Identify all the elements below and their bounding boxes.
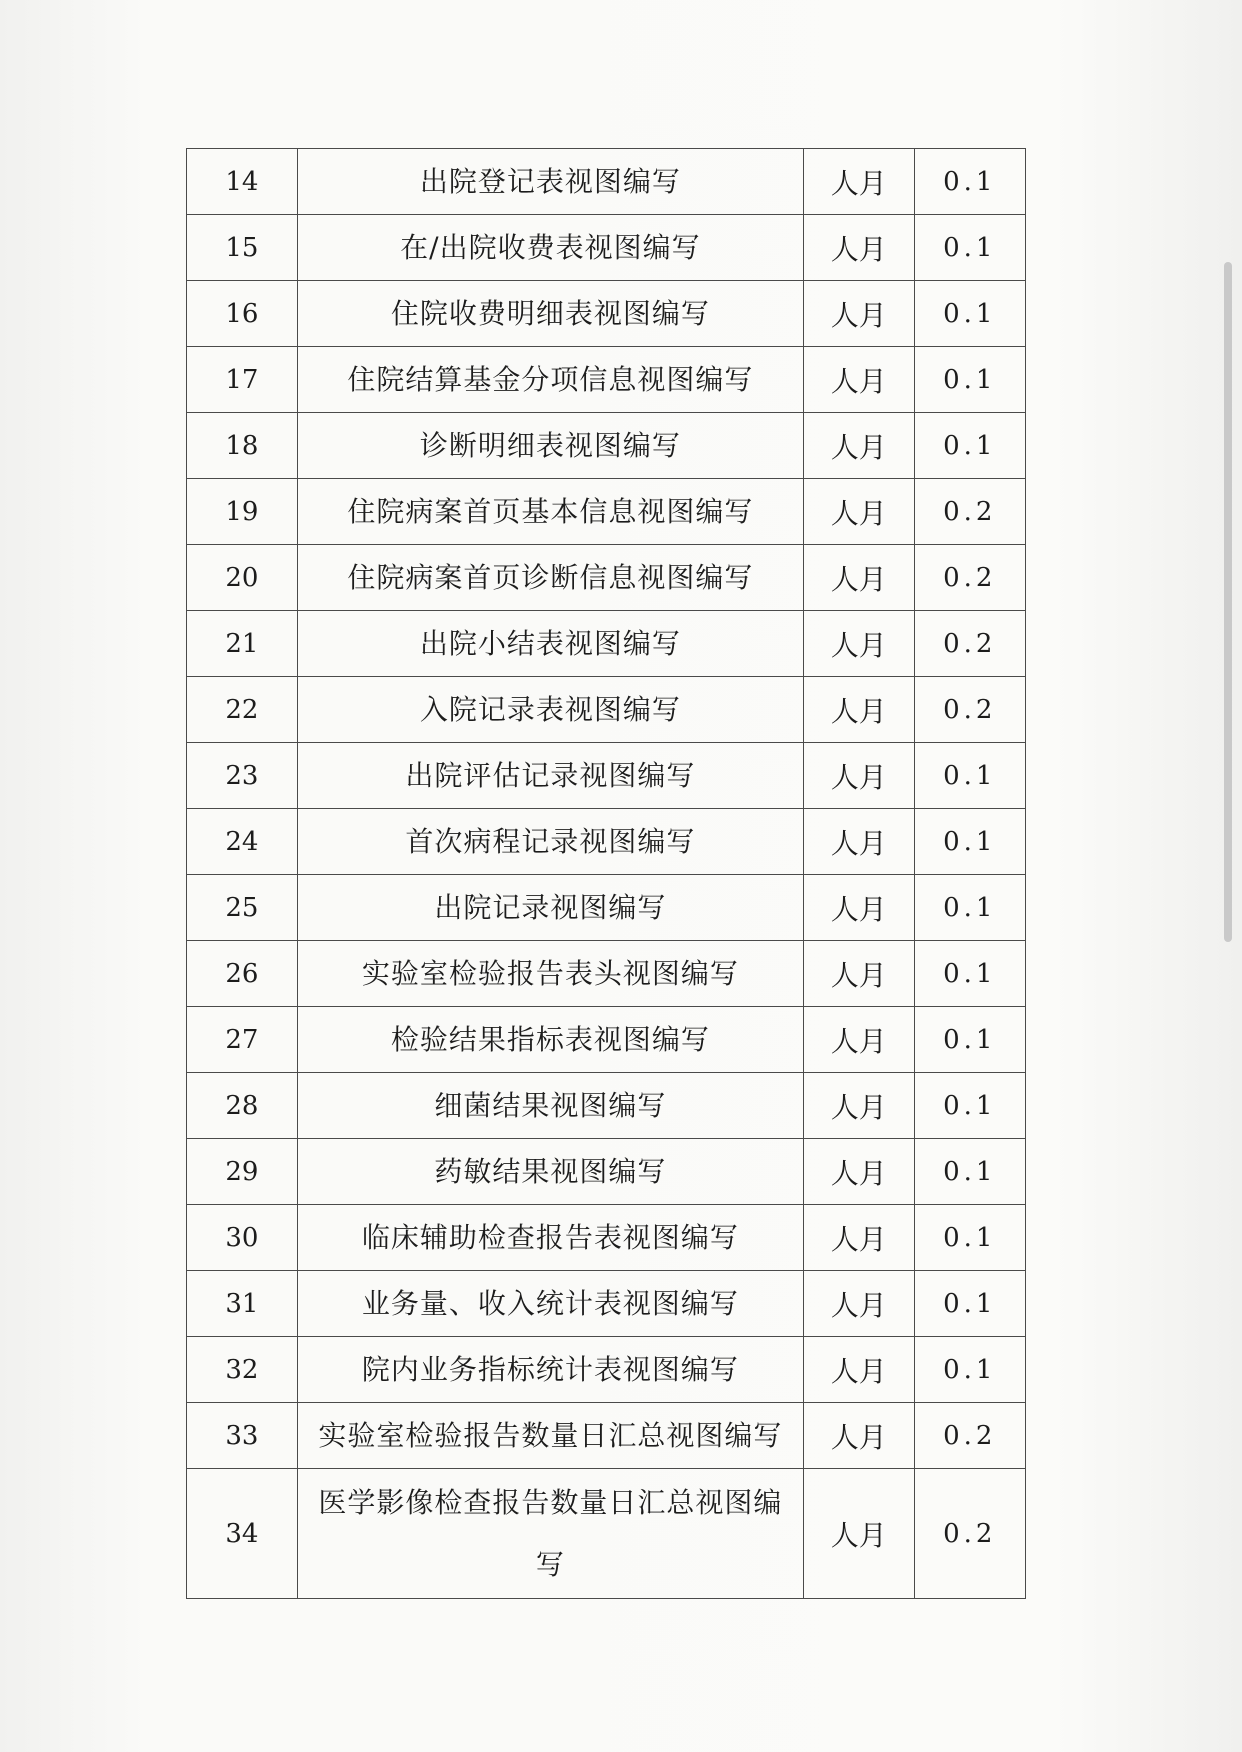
task-name: 临床辅助检查报告表视图编写 [297,1205,803,1271]
task-name: 药敏结果视图编写 [297,1139,803,1205]
task-name: 住院结算基金分项信息视图编写 [297,347,803,413]
table-row [187,1271,1026,1337]
effort-value: 0.1 [914,281,1025,347]
row-number: 33 [187,1403,298,1469]
task-name: 入院记录表视图编写 [297,677,803,743]
row-number: 29 [187,1139,298,1205]
table-row [187,1337,1026,1403]
effort-value: 0.1 [914,1073,1025,1139]
effort-value: 0.1 [914,875,1025,941]
table-row [187,611,1026,677]
unit: 人月 [803,611,914,677]
row-number: 31 [187,1271,298,1337]
row-number: 19 [187,479,298,545]
unit: 人月 [803,743,914,809]
task-name: 细菌结果视图编写 [297,1073,803,1139]
row-number: 15 [187,215,298,281]
effort-value: 0.2 [914,611,1025,677]
unit: 人月 [803,215,914,281]
table-row [187,1139,1026,1205]
effort-value: 0.1 [914,347,1025,413]
unit: 人月 [803,1271,914,1337]
unit: 人月 [803,1337,914,1403]
task-name: 住院病案首页诊断信息视图编写 [297,545,803,611]
task-name: 出院记录视图编写 [297,875,803,941]
effort-value: 0.1 [914,1139,1025,1205]
task-name: 出院评估记录视图编写 [297,743,803,809]
effort-value: 0.1 [914,1205,1025,1271]
effort-value: 0.1 [914,215,1025,281]
task-name: 实验室检验报告表头视图编写 [297,941,803,1007]
task-name: 院内业务指标统计表视图编写 [297,1337,803,1403]
table-row [187,1469,1026,1599]
effort-value: 0.1 [914,941,1025,1007]
effort-value: 0.1 [914,743,1025,809]
unit: 人月 [803,281,914,347]
unit: 人月 [803,1403,914,1469]
effort-value: 0.2 [914,677,1025,743]
effort-value: 0.1 [914,809,1025,875]
row-number: 27 [187,1007,298,1073]
unit: 人月 [803,875,914,941]
unit: 人月 [803,413,914,479]
row-number: 32 [187,1337,298,1403]
row-number: 16 [187,281,298,347]
unit: 人月 [803,479,914,545]
task-name: 出院登记表视图编写 [297,149,803,215]
unit: 人月 [803,677,914,743]
task-name: 住院病案首页基本信息视图编写 [297,479,803,545]
effort-value: 0.2 [914,1403,1025,1469]
effort-value: 0.1 [914,1271,1025,1337]
row-number: 23 [187,743,298,809]
row-number: 24 [187,809,298,875]
row-number: 28 [187,1073,298,1139]
task-name: 医学影像检查报告数量日汇总视图编写 [297,1469,803,1599]
table-row [187,1073,1026,1139]
row-number: 26 [187,941,298,1007]
task-name: 首次病程记录视图编写 [297,809,803,875]
row-number: 14 [187,149,298,215]
table-row [187,677,1026,743]
effort-value: 0.1 [914,413,1025,479]
unit: 人月 [803,347,914,413]
row-number: 17 [187,347,298,413]
unit: 人月 [803,1139,914,1205]
task-name: 住院收费明细表视图编写 [297,281,803,347]
table-row [187,347,1026,413]
row-number: 25 [187,875,298,941]
task-name: 出院小结表视图编写 [297,611,803,677]
task-name: 实验室检验报告数量日汇总视图编写 [297,1403,803,1469]
effort-value: 0.1 [914,1007,1025,1073]
unit: 人月 [803,1205,914,1271]
table-row [187,545,1026,611]
table-row [187,149,1026,215]
row-number: 30 [187,1205,298,1271]
row-number: 20 [187,545,298,611]
unit: 人月 [803,809,914,875]
task-name: 诊断明细表视图编写 [297,413,803,479]
effort-value: 0.2 [914,479,1025,545]
table-row [187,809,1026,875]
table-row [187,215,1026,281]
task-name: 业务量、收入统计表视图编写 [297,1271,803,1337]
unit: 人月 [803,941,914,1007]
table-row [187,875,1026,941]
task-name: 在/出院收费表视图编写 [297,215,803,281]
row-number: 18 [187,413,298,479]
row-number: 22 [187,677,298,743]
row-number: 21 [187,611,298,677]
row-number: 34 [187,1469,298,1599]
unit: 人月 [803,1007,914,1073]
effort-value: 0.2 [914,545,1025,611]
effort-value: 0.2 [914,1469,1025,1599]
table-row [187,941,1026,1007]
table-row [187,479,1026,545]
unit: 人月 [803,149,914,215]
table-body [187,149,1026,1599]
table-row [187,1205,1026,1271]
table-row [187,743,1026,809]
table-row [187,1007,1026,1073]
table-row [187,413,1026,479]
workload-table [186,148,1026,1599]
table-row [187,281,1026,347]
unit: 人月 [803,1073,914,1139]
effort-value: 0.1 [914,1337,1025,1403]
unit: 人月 [803,545,914,611]
table-row [187,1403,1026,1469]
unit: 人月 [803,1469,914,1599]
task-name: 检验结果指标表视图编写 [297,1007,803,1073]
effort-value: 0.1 [914,149,1025,215]
scrollbar[interactable] [1224,262,1232,942]
